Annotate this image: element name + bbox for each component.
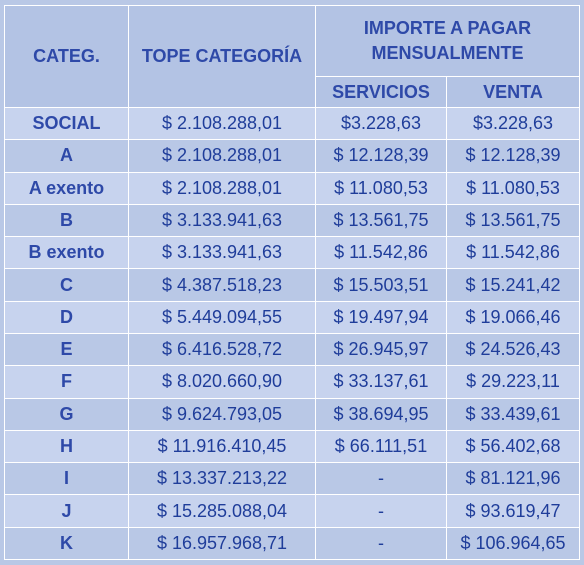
category-cell: A xyxy=(5,140,129,172)
sales-cell: $ 29.223,11 xyxy=(447,366,580,398)
cap-cell: $ 5.449.094,55 xyxy=(129,301,316,333)
table-row xyxy=(5,333,580,365)
table-row xyxy=(5,301,580,333)
category-cell: F xyxy=(5,366,129,398)
table-row xyxy=(5,398,580,430)
sales-cell: $ 11.542,86 xyxy=(447,237,580,269)
category-cell: B xyxy=(5,204,129,236)
table-row xyxy=(5,204,580,236)
cap-cell: $ 4.387.518,23 xyxy=(129,269,316,301)
sales-cell: $ 93.619,47 xyxy=(447,495,580,527)
sales-cell: $ 56.402,68 xyxy=(447,430,580,462)
header-sales: VENTA xyxy=(447,77,580,108)
category-cell: C xyxy=(5,269,129,301)
cap-cell: $ 13.337.213,22 xyxy=(129,463,316,495)
sales-cell: $ 11.080,53 xyxy=(447,172,580,204)
services-cell: $ 66.111,51 xyxy=(316,430,447,462)
category-cell: I xyxy=(5,463,129,495)
category-cell: J xyxy=(5,495,129,527)
services-cell: - xyxy=(316,527,447,559)
table-row xyxy=(5,108,580,140)
services-cell: $ 26.945,97 xyxy=(316,333,447,365)
monotributo-table xyxy=(4,5,580,560)
cap-cell: $ 9.624.793,05 xyxy=(129,398,316,430)
cap-cell: $ 3.133.941,63 xyxy=(129,204,316,236)
services-cell: $ 38.694,95 xyxy=(316,398,447,430)
table-row xyxy=(5,527,580,559)
services-cell: - xyxy=(316,495,447,527)
category-cell: D xyxy=(5,301,129,333)
category-cell: B exento xyxy=(5,237,129,269)
sales-cell: $ 33.439,61 xyxy=(447,398,580,430)
cap-cell: $ 16.957.968,71 xyxy=(129,527,316,559)
services-cell: $ 11.080,53 xyxy=(316,172,447,204)
sales-cell: $ 12.128,39 xyxy=(447,140,580,172)
header-services: SERVICIOS xyxy=(316,77,447,108)
category-cell: K xyxy=(5,527,129,559)
table-row xyxy=(5,269,580,301)
sales-cell: $ 106.964,65 xyxy=(447,527,580,559)
cap-cell: $ 15.285.088,04 xyxy=(129,495,316,527)
sales-cell: $ 24.526,43 xyxy=(447,333,580,365)
services-cell: $ 12.128,39 xyxy=(316,140,447,172)
category-cell: SOCIAL xyxy=(5,108,129,140)
table-row xyxy=(5,140,580,172)
category-cell: E xyxy=(5,333,129,365)
cap-cell: $ 6.416.528,72 xyxy=(129,333,316,365)
cap-cell: $ 2.108.288,01 xyxy=(129,172,316,204)
table-row xyxy=(5,237,580,269)
table-row xyxy=(5,172,580,204)
header-cap: TOPE CATEGORÍA xyxy=(129,6,316,108)
cap-cell: $ 11.916.410,45 xyxy=(129,430,316,462)
sales-cell: $ 15.241,42 xyxy=(447,269,580,301)
services-cell: $ 13.561,75 xyxy=(316,204,447,236)
cap-cell: $ 2.108.288,01 xyxy=(129,108,316,140)
cap-cell: $ 3.133.941,63 xyxy=(129,237,316,269)
sales-cell: $ 19.066,46 xyxy=(447,301,580,333)
services-cell: - xyxy=(316,463,447,495)
header-amount-group xyxy=(316,6,580,77)
header-category: CATEG. xyxy=(5,6,129,108)
services-cell: $3.228,63 xyxy=(316,108,447,140)
category-cell: H xyxy=(5,430,129,462)
table-row xyxy=(5,366,580,398)
table-body xyxy=(5,108,580,560)
header-amount-group-label: IMPORTE A PAGAR MENSUALMENTE xyxy=(363,18,532,63)
sales-cell: $ 13.561,75 xyxy=(447,204,580,236)
services-cell: $ 33.137,61 xyxy=(316,366,447,398)
cap-cell: $ 2.108.288,01 xyxy=(129,140,316,172)
cap-cell: $ 8.020.660,90 xyxy=(129,366,316,398)
services-cell: $ 15.503,51 xyxy=(316,269,447,301)
sales-cell: $3.228,63 xyxy=(447,108,580,140)
sales-cell: $ 81.121,96 xyxy=(447,463,580,495)
table-row xyxy=(5,430,580,462)
table-row xyxy=(5,463,580,495)
services-cell: $ 19.497,94 xyxy=(316,301,447,333)
services-cell: $ 11.542,86 xyxy=(316,237,447,269)
table-row xyxy=(5,495,580,527)
category-cell: A exento xyxy=(5,172,129,204)
category-cell: G xyxy=(5,398,129,430)
